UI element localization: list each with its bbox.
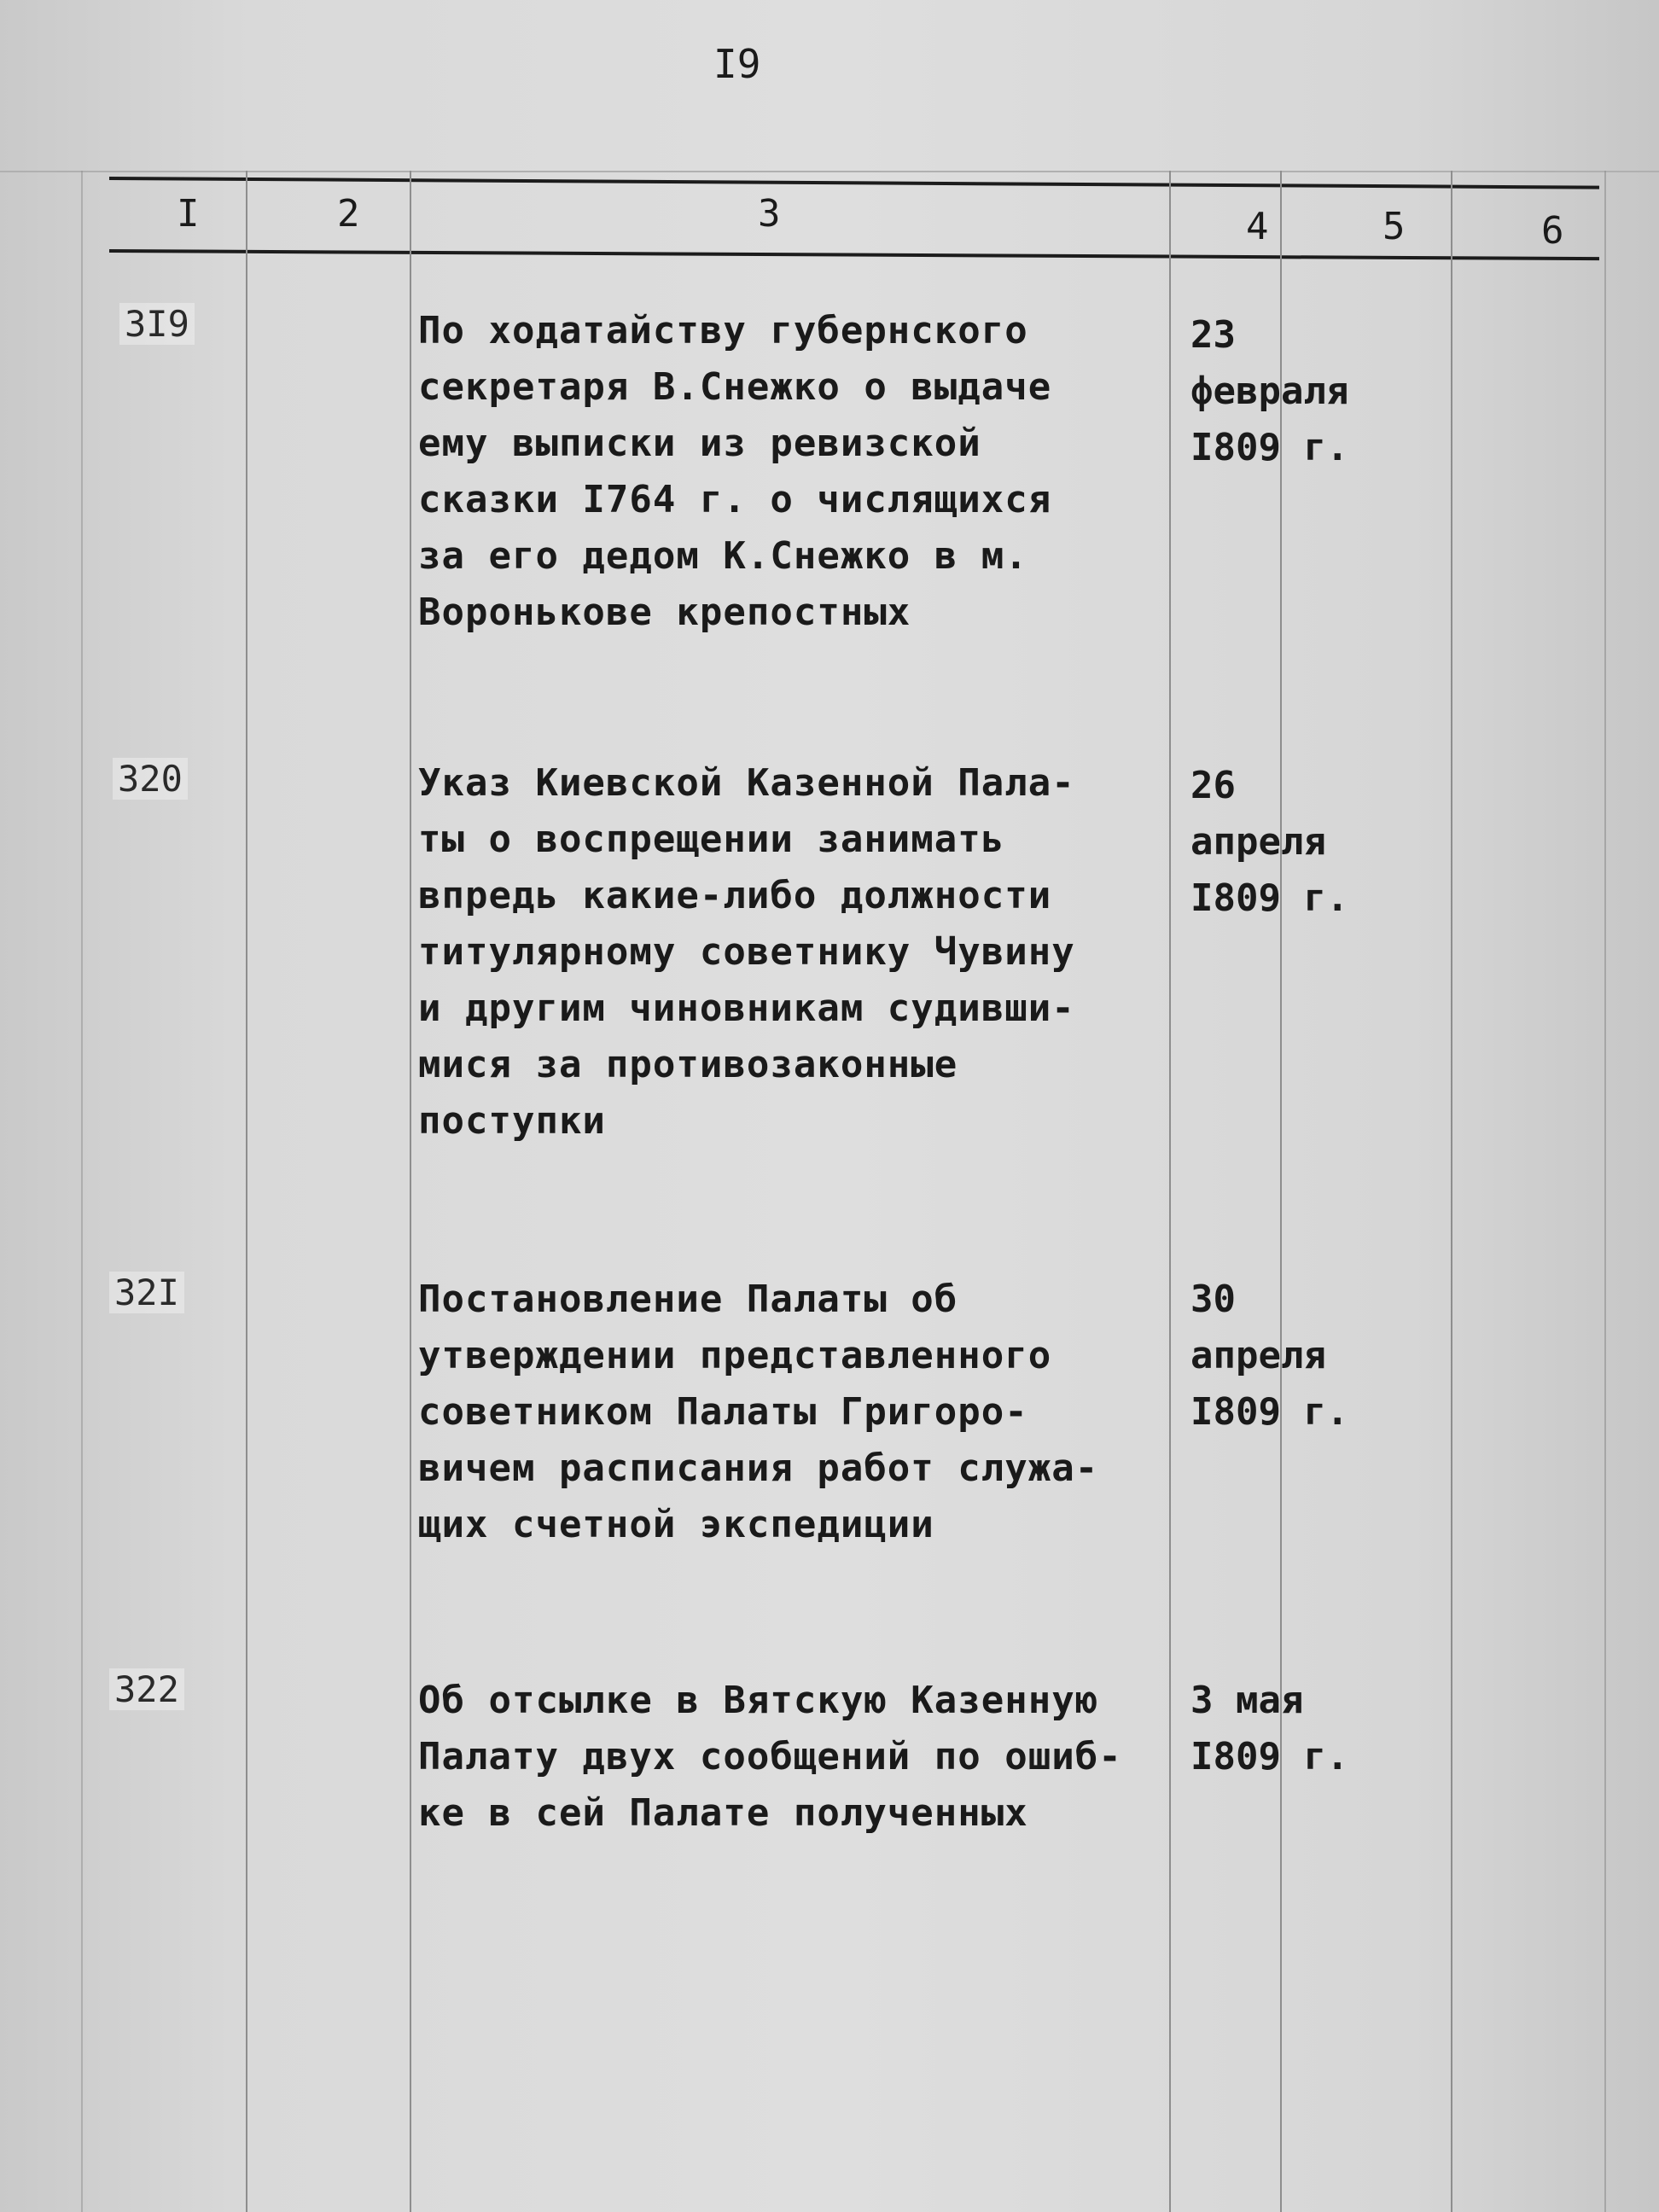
column-rule	[1280, 171, 1282, 2212]
column-header-4: 4	[1246, 205, 1269, 248]
entry-text-line: ты о воспрещении занимать	[418, 818, 1005, 861]
entry-description	[418, 1272, 1135, 1553]
entry-description	[418, 1673, 1135, 1842]
entry-text-line: утверждении представленного	[418, 1334, 1052, 1377]
column-header-3: 3	[758, 192, 781, 236]
entry-text-line: вичем расписания работ служа-	[418, 1447, 1099, 1490]
entry-text-line: ему выписки из ревизской	[418, 422, 981, 465]
entry-text-line: мися за противозаконные	[418, 1043, 958, 1086]
column-rule	[1451, 171, 1452, 2212]
header-bottom-rule	[109, 249, 1599, 260]
column-header-1: I	[177, 192, 200, 236]
entry-text-line: Об отсылке в Вятскую Казенную	[418, 1679, 1099, 1722]
entry-text-line: ке в сей Палате полученных	[418, 1791, 1028, 1835]
entry-text-line: секретаря В.Снежко о выдаче	[418, 365, 1052, 409]
entry-number: 3I9	[119, 303, 195, 345]
entry-date-line: I809 г.	[1190, 1735, 1349, 1778]
faint-top-rule	[0, 171, 1659, 172]
entry-text-line: титулярному советнику Чувину	[418, 930, 1075, 974]
column-rule	[1604, 171, 1606, 2212]
page-number: I9	[713, 41, 761, 87]
header-top-rule	[109, 177, 1599, 189]
entry-text-line: советником Палаты Григоро-	[418, 1390, 1028, 1434]
entry-number: 322	[109, 1668, 184, 1710]
entry-description	[418, 303, 1135, 641]
column-header-6: 6	[1541, 209, 1564, 253]
entry-text-line: Палату двух сообщений по ошиб-	[418, 1735, 1122, 1778]
entry-text-line: сказки I764 г. о числящихся	[418, 478, 1052, 521]
column-rule	[246, 171, 247, 2212]
entry-description	[418, 755, 1135, 1150]
entry-number: 32I	[109, 1272, 184, 1313]
entry-date	[1190, 307, 1412, 476]
entry-date	[1190, 1272, 1412, 1441]
entry-date-line: 26	[1190, 764, 1236, 807]
column-rule	[410, 171, 411, 2212]
entry-text-line: По ходатайству губернского	[418, 309, 1028, 352]
entry-date-line: I809 г.	[1190, 1390, 1349, 1434]
entry-date-line: I809 г.	[1190, 876, 1349, 920]
entry-date	[1190, 758, 1412, 927]
entry-text-line: щих счетной экспедиции	[418, 1503, 934, 1546]
column-rule	[1169, 171, 1171, 2212]
entry-date-line: апреля	[1190, 1334, 1326, 1377]
entry-text-line: впредь какие-либо должности	[418, 874, 1052, 917]
entry-text-line: и другим чиновникам судивши-	[418, 987, 1075, 1030]
entry-date-line: апреля	[1190, 820, 1326, 864]
entry-text-line: Вороньковe крепостных	[418, 591, 911, 634]
entry-text-line: поступки	[418, 1099, 606, 1143]
entry-date-line: 30	[1190, 1278, 1236, 1321]
entry-date-line: февраля	[1190, 370, 1349, 413]
column-rule	[81, 171, 83, 2212]
entry-date-line: 23	[1190, 313, 1236, 357]
entry-date-line: 3 мая	[1190, 1679, 1304, 1722]
entry-text-line: Указ Киевской Казенной Пала-	[418, 761, 1075, 805]
column-header-2: 2	[337, 192, 360, 236]
entry-text-line: Постановление Палаты об	[418, 1278, 958, 1321]
entry-number: 320	[113, 758, 188, 800]
column-header-5: 5	[1382, 205, 1406, 248]
entry-date-line: I809 г.	[1190, 426, 1349, 469]
entry-text-line: за его дедом К.Снежко в м.	[418, 534, 1028, 578]
entry-date	[1190, 1673, 1412, 1785]
